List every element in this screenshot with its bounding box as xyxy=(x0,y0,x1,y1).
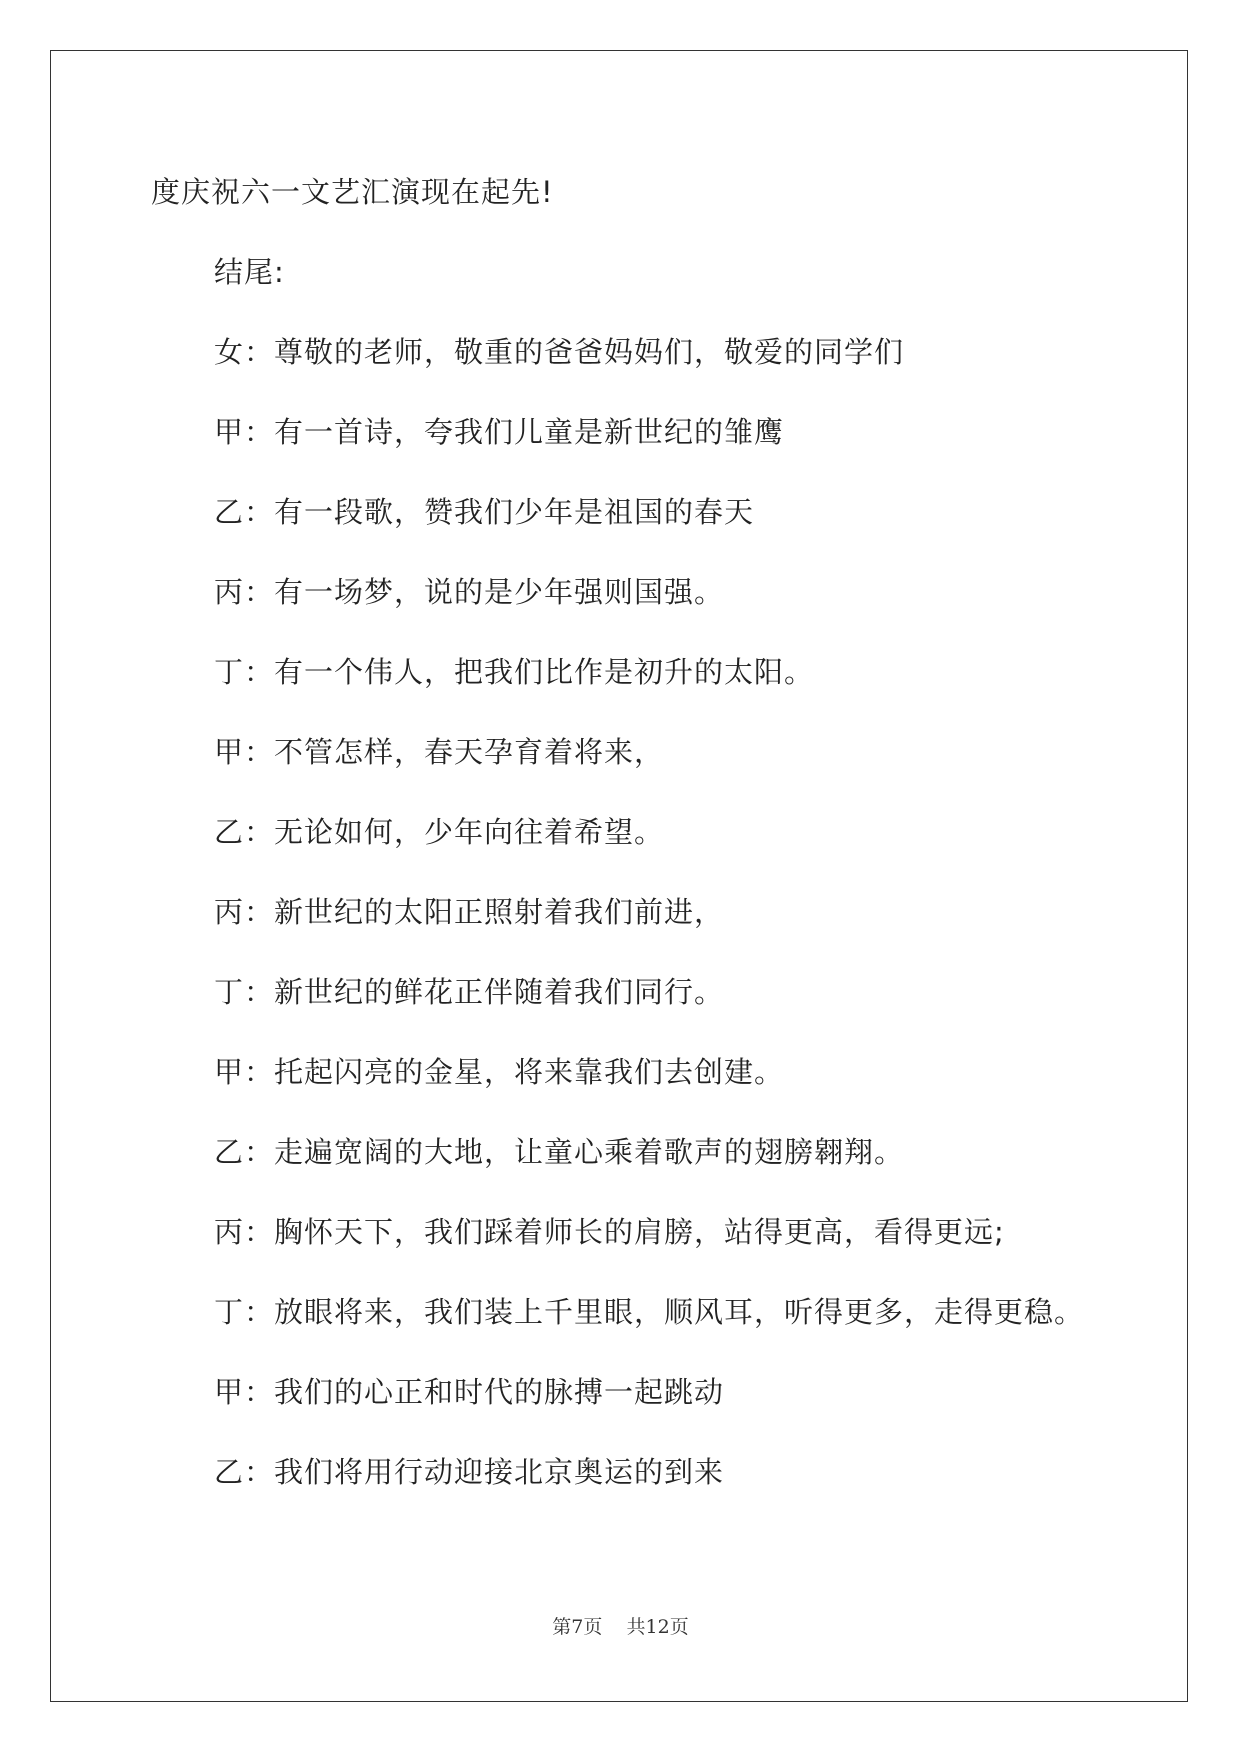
paragraph-line: 甲：有一首诗，夸我们儿童是新世纪的雏鹰 xyxy=(214,415,785,449)
paragraph-line: 甲：我们的心正和时代的脉搏一起跳动 xyxy=(214,1375,725,1409)
paragraph-line: 丙：胸怀天下，我们踩着师长的肩膀，站得更高，看得更远; xyxy=(214,1215,1005,1249)
paragraph-line: 丁：有一个伟人，把我们比作是初升的太阳。 xyxy=(214,655,815,689)
paragraph-line: 甲：托起闪亮的金星，将来靠我们去创建。 xyxy=(214,1055,785,1089)
paragraph-line: 乙：无论如何，少年向往着希望。 xyxy=(214,815,665,849)
paragraph-line: 乙：走遍宽阔的大地，让童心乘着歌声的翅膀翱翔。 xyxy=(214,1135,905,1169)
paragraph-line: 甲：不管怎样，春天孕育着将来， xyxy=(214,735,665,769)
paragraph-ending-heading: 结尾: xyxy=(214,255,285,289)
paragraph-line: 女：尊敬的老师，敬重的爸爸妈妈们，敬爱的同学们 xyxy=(214,335,905,369)
page-number: 第7页 xyxy=(552,1616,603,1638)
page-footer xyxy=(0,1612,1241,1639)
page-total: 共12页 xyxy=(626,1616,689,1638)
paragraph-line: 丁：新世纪的鲜花正伴随着我们同行。 xyxy=(214,975,725,1009)
paragraph-line: 丁：放眼将来，我们装上千里眼，顺风耳，听得更多，走得更稳。 xyxy=(214,1295,1085,1329)
paragraph-opening-line: 度庆祝六一文艺汇演现在起先! xyxy=(151,175,554,209)
paragraph-line: 丙：新世纪的太阳正照射着我们前进， xyxy=(214,895,725,929)
paragraph-line: 乙：我们将用行动迎接北京奥运的到来 xyxy=(214,1455,725,1489)
paragraph-line: 丙：有一场梦，说的是少年强则国强。 xyxy=(214,575,725,609)
paragraph-line: 乙：有一段歌，赞我们少年是祖国的春天 xyxy=(214,495,755,529)
